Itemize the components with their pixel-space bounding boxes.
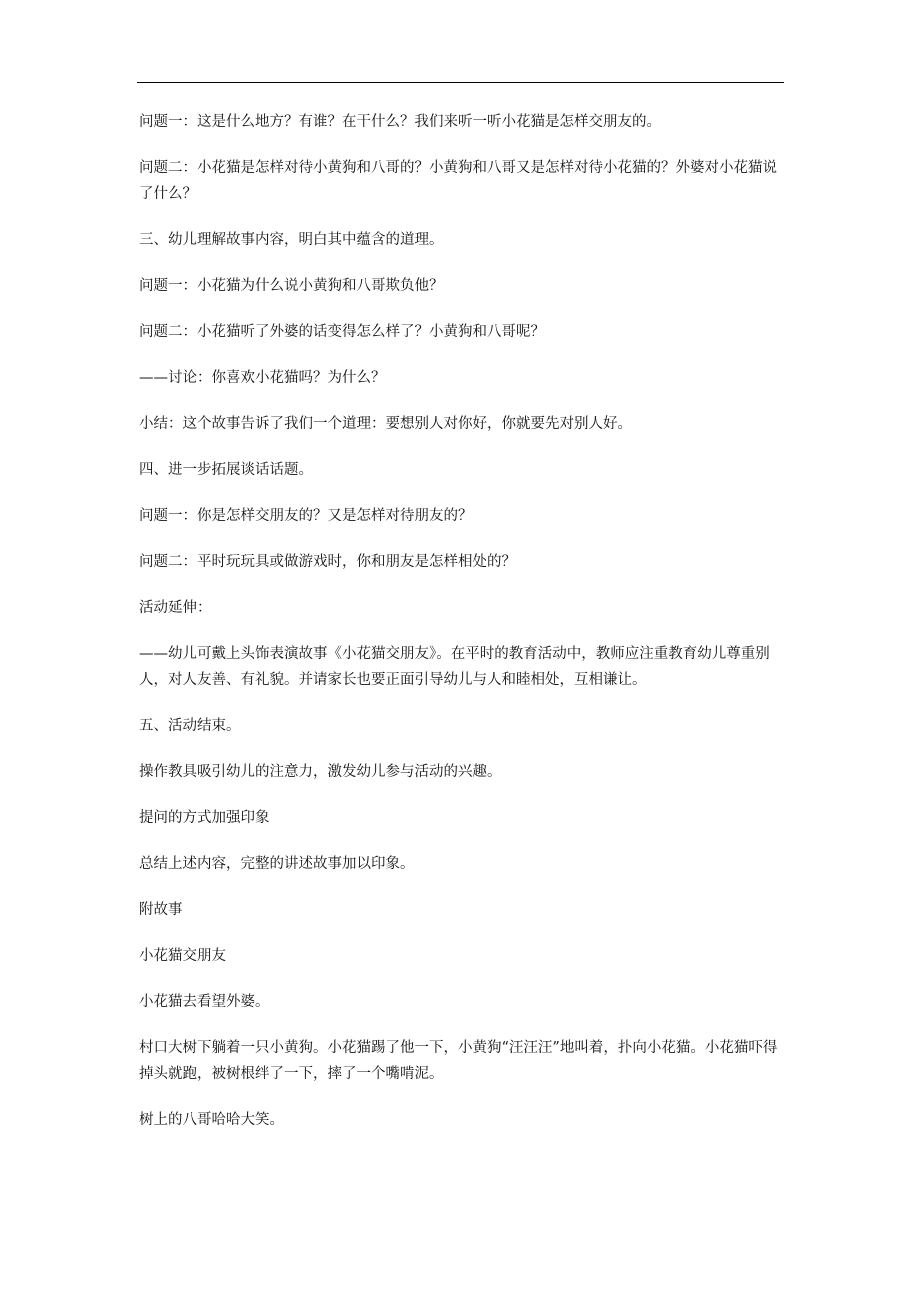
section-four-question-two: 问题二：平时玩玩具或做游戏时，你和朋友是怎样相处的？: [139, 554, 516, 570]
story-paragraph-2: 村口大树下躺着一只小黄狗。小花猫踢了他一下，小黄狗“汪汪汪”地叫着，扑向小花猫。小花猫吓得掉头就跑，被树根绊了一下，摔了一个嘴啃泥。: [139, 1040, 778, 1082]
teaching-aid-note: 操作教具吸引幼儿的注意力，激发幼儿参与活动的兴趣。: [139, 764, 502, 780]
activity-extension-heading: 活动延伸：: [139, 600, 212, 616]
appendix-heading: 附故事: [139, 902, 183, 918]
questioning-note: 提问的方式加强印象: [139, 810, 270, 826]
summary-paragraph: 小结：这个故事告诉了我们一个道理：要想别人对你好，你就要先对别人好。: [139, 416, 632, 432]
story-paragraph-1: 小花猫去看望外婆。: [139, 994, 270, 1010]
section-five-heading: 五、活动结束。: [139, 718, 241, 734]
conclusion-note: 总结上述内容，完整的讲述故事加以印象。: [139, 856, 415, 872]
section-four-heading: 四、进一步拓展谈话话题。: [139, 462, 313, 478]
document-body: [139, 109, 787, 1153]
story-paragraph-3: 树上的八哥哈哈大笑。: [139, 1112, 284, 1128]
discussion-paragraph: ——讨论：你喜欢小花猫吗？为什么？: [139, 370, 386, 386]
question-two-paragraph: 问题二：小花猫是怎样对待小黄狗和八哥的？小黄狗和八哥又是怎样对待小花猫的？外婆对小花猫说了什么？: [139, 160, 777, 202]
section-four-question-one: 问题一：你是怎样交朋友的？又是怎样对待朋友的？: [139, 508, 473, 524]
activity-extension-paragraph: ——幼儿可戴上头饰表演故事《小花猫交朋友》。在平时的教育活动中，教师应注重教育幼儿尊重别人，对人友善、有礼貌。并请家长也要正面引导幼儿与人和睦相处，互相谦让。: [139, 646, 770, 688]
section-three-heading: 三、幼儿理解故事内容，明白其中蕴含的道理。: [139, 232, 444, 248]
story-title: 小花猫交朋友: [139, 948, 226, 964]
question-one-paragraph: 问题一：这是什么地方？有谁？在干什么？我们来听一听小花猫是怎样交朋友的。: [139, 114, 661, 130]
section-three-question-two: 问题二：小花猫听了外婆的话变得怎么样了？小黄狗和八哥呢？: [139, 324, 545, 340]
header-rule: [137, 82, 784, 83]
section-three-question-one: 问题一：小花猫为什么说小黄狗和八哥欺负他？: [139, 278, 444, 294]
